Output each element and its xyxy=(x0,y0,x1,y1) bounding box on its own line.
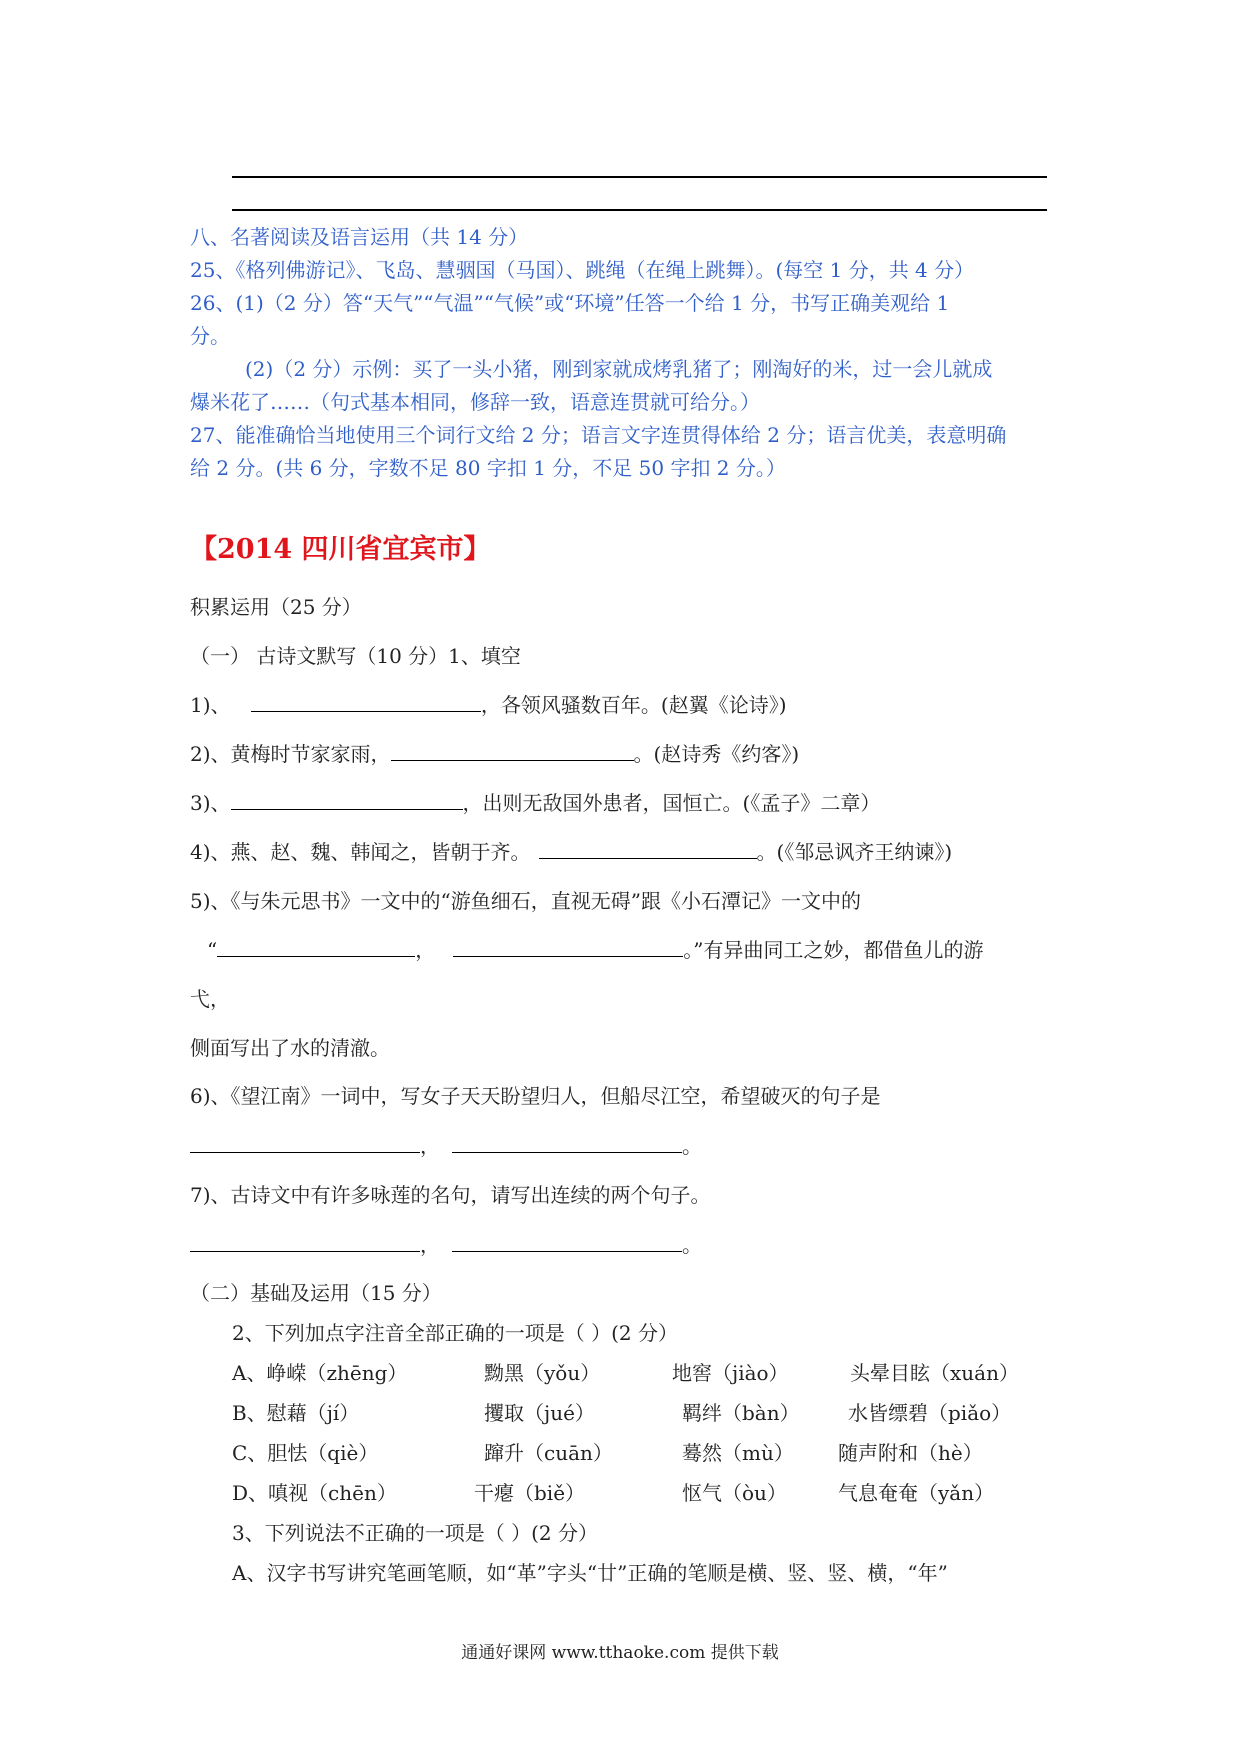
item-4 xyxy=(190,836,952,865)
exam-title: 【2014 四川省宜宾市】 xyxy=(190,534,491,565)
option-cell: 随声附和（hè） xyxy=(838,1441,983,1465)
item-6-period: 。 xyxy=(682,1134,702,1158)
item-5-line1: 5)、《与朱元思书》一文中的“游鱼细石，直视无碍”跟《小石潭记》一文中的 xyxy=(190,889,861,913)
item-5-line4: 侧面写出了水的清澈。 xyxy=(190,1036,390,1060)
option-cell: 攫取（jué） xyxy=(484,1401,595,1425)
item-1-text: ，各领风骚数百年。(赵翼《论诗》) xyxy=(480,693,787,717)
option-cell: 蹿升（cuān） xyxy=(484,1441,613,1465)
option-cell: 地窖（jiào） xyxy=(672,1361,789,1385)
item-7-comma: ， xyxy=(420,1233,440,1257)
item-7-line1: 7)、古诗文中有许多咏莲的名句，请写出连续的两个句子。 xyxy=(190,1183,711,1207)
answer-section-heading: 八、名著阅读及语言运用（共 14 分） xyxy=(190,225,529,249)
question-3-stem: 3、下列说法不正确的一项是（ ）(2 分） xyxy=(232,1521,598,1545)
item-7-period: 。 xyxy=(682,1233,702,1257)
item-6-comma: ， xyxy=(420,1134,440,1158)
item-5-line2 xyxy=(207,934,983,963)
option-cell: 蓦然（mù） xyxy=(682,1441,794,1465)
item-5-blank-1 xyxy=(217,938,415,957)
answer-q26-line1: 26、(1)（2 分）答“天气”“气温”“气候”或“环境”任答一个给 1 分，书写正确美观给 1 xyxy=(190,291,950,315)
answer-q26-line3: (2)（2 分）示例：买了一头小猪，刚到家就成烤乳猪了；刚淘好的米，过一会儿就成 xyxy=(245,357,993,381)
question-3-option-a: A、汉字书写讲究笔画笔顺，如“革”字头“廿”正确的笔顺是横、竖、竖、横，“年” xyxy=(232,1561,948,1585)
item-2-text: 2)、黄梅时节家家雨， xyxy=(190,742,391,766)
item-5-comma: ， xyxy=(415,938,436,962)
item-6-blank-1 xyxy=(190,1134,420,1153)
answer-rule-2 xyxy=(232,209,1047,211)
item-6-blanks xyxy=(190,1130,702,1159)
option-cell: 干瘪（biě） xyxy=(474,1481,586,1505)
item-4-source: 。(《邹忌讽齐王纳谏》) xyxy=(756,840,953,864)
answer-q26-line2: 分。 xyxy=(190,324,230,348)
item-3 xyxy=(190,787,880,816)
answer-q27-line1: 27、能准确恰当地使用三个词行文给 2 分；语言文字连贯得体给 2 分；语言优美，表意明确 xyxy=(190,423,1007,447)
item-7-blank-1 xyxy=(190,1233,420,1252)
item-6-line1: 6)、《望江南》一词中，写女子天天盼望归人，但船尽江空，希望破灭的句子是 xyxy=(190,1084,881,1108)
option-cell: 黝黑（yǒu） xyxy=(484,1361,601,1385)
option-cell: 气息奄奄（yǎn） xyxy=(838,1481,995,1505)
option-cell: 水皆缥碧（piǎo） xyxy=(848,1401,1012,1425)
page-footer: 通通好课网 www.tthaoke.com 提供下载 xyxy=(461,1643,779,1663)
item-6-blank-2 xyxy=(452,1134,682,1153)
part2-heading: （二）基础及运用（15 分） xyxy=(190,1281,442,1305)
option-cell: 怄气（òu） xyxy=(682,1481,787,1505)
item-4-blank xyxy=(539,840,757,859)
item-2-source: 。(赵诗秀《约客》) xyxy=(633,742,800,766)
item-3-number: 3)、 xyxy=(190,791,231,815)
answer-rule-1 xyxy=(232,176,1047,178)
item-5-blank-2 xyxy=(453,938,683,957)
item-2-blank xyxy=(391,742,634,761)
question-2-stem: 2、下列加点字注音全部正确的一项是（ ）(2 分） xyxy=(232,1321,678,1345)
item-5-quote-open: “ xyxy=(207,938,218,962)
item-1-number: 1)、 xyxy=(190,693,231,717)
part1-heading: （一） 古诗文默写（10 分）1、填空 xyxy=(190,644,521,668)
item-3-blank xyxy=(231,791,463,810)
item-2 xyxy=(190,738,799,767)
item-3-text: ，出则无敌国外患者，国恒亡。(《孟子》二章） xyxy=(462,791,881,815)
option-cell: 羁绊（bàn） xyxy=(682,1401,800,1425)
item-1 xyxy=(190,689,787,718)
item-5-line3: 弋， xyxy=(190,987,230,1011)
item-5-text: 。”有异曲同工之妙，都借鱼儿的游 xyxy=(683,938,984,962)
section-heading: 积累运用（25 分） xyxy=(190,595,362,619)
option-cell: D、嗔视（chēn） xyxy=(232,1481,397,1505)
answer-q27-line2: 给 2 分。(共 6 分，字数不足 80 字扣 1 分，不足 50 字扣 2 分。） xyxy=(190,456,786,480)
option-cell: B、慰藉（jí） xyxy=(232,1401,360,1425)
item-7-blanks xyxy=(190,1229,702,1258)
item-7-blank-2 xyxy=(452,1233,682,1252)
option-cell: 头晕目眩（xuán） xyxy=(850,1361,1019,1385)
answer-q25: 25、《格列佛游记》、飞岛、慧骃国（马国）、跳绳（在绳上跳舞）。(每空 1 分，共 4 分） xyxy=(190,258,975,282)
option-cell: A、峥嵘（zhēng） xyxy=(232,1361,408,1385)
option-cell: C、胆怯（qiè） xyxy=(232,1441,379,1465)
item-1-blank xyxy=(251,693,481,712)
answer-q26-line4: 爆米花了……（句式基本相同，修辞一致，语意连贯就可给分。） xyxy=(190,390,760,414)
item-4-text: 4)、燕、赵、魏、韩闻之，皆朝于齐。 xyxy=(190,840,531,864)
